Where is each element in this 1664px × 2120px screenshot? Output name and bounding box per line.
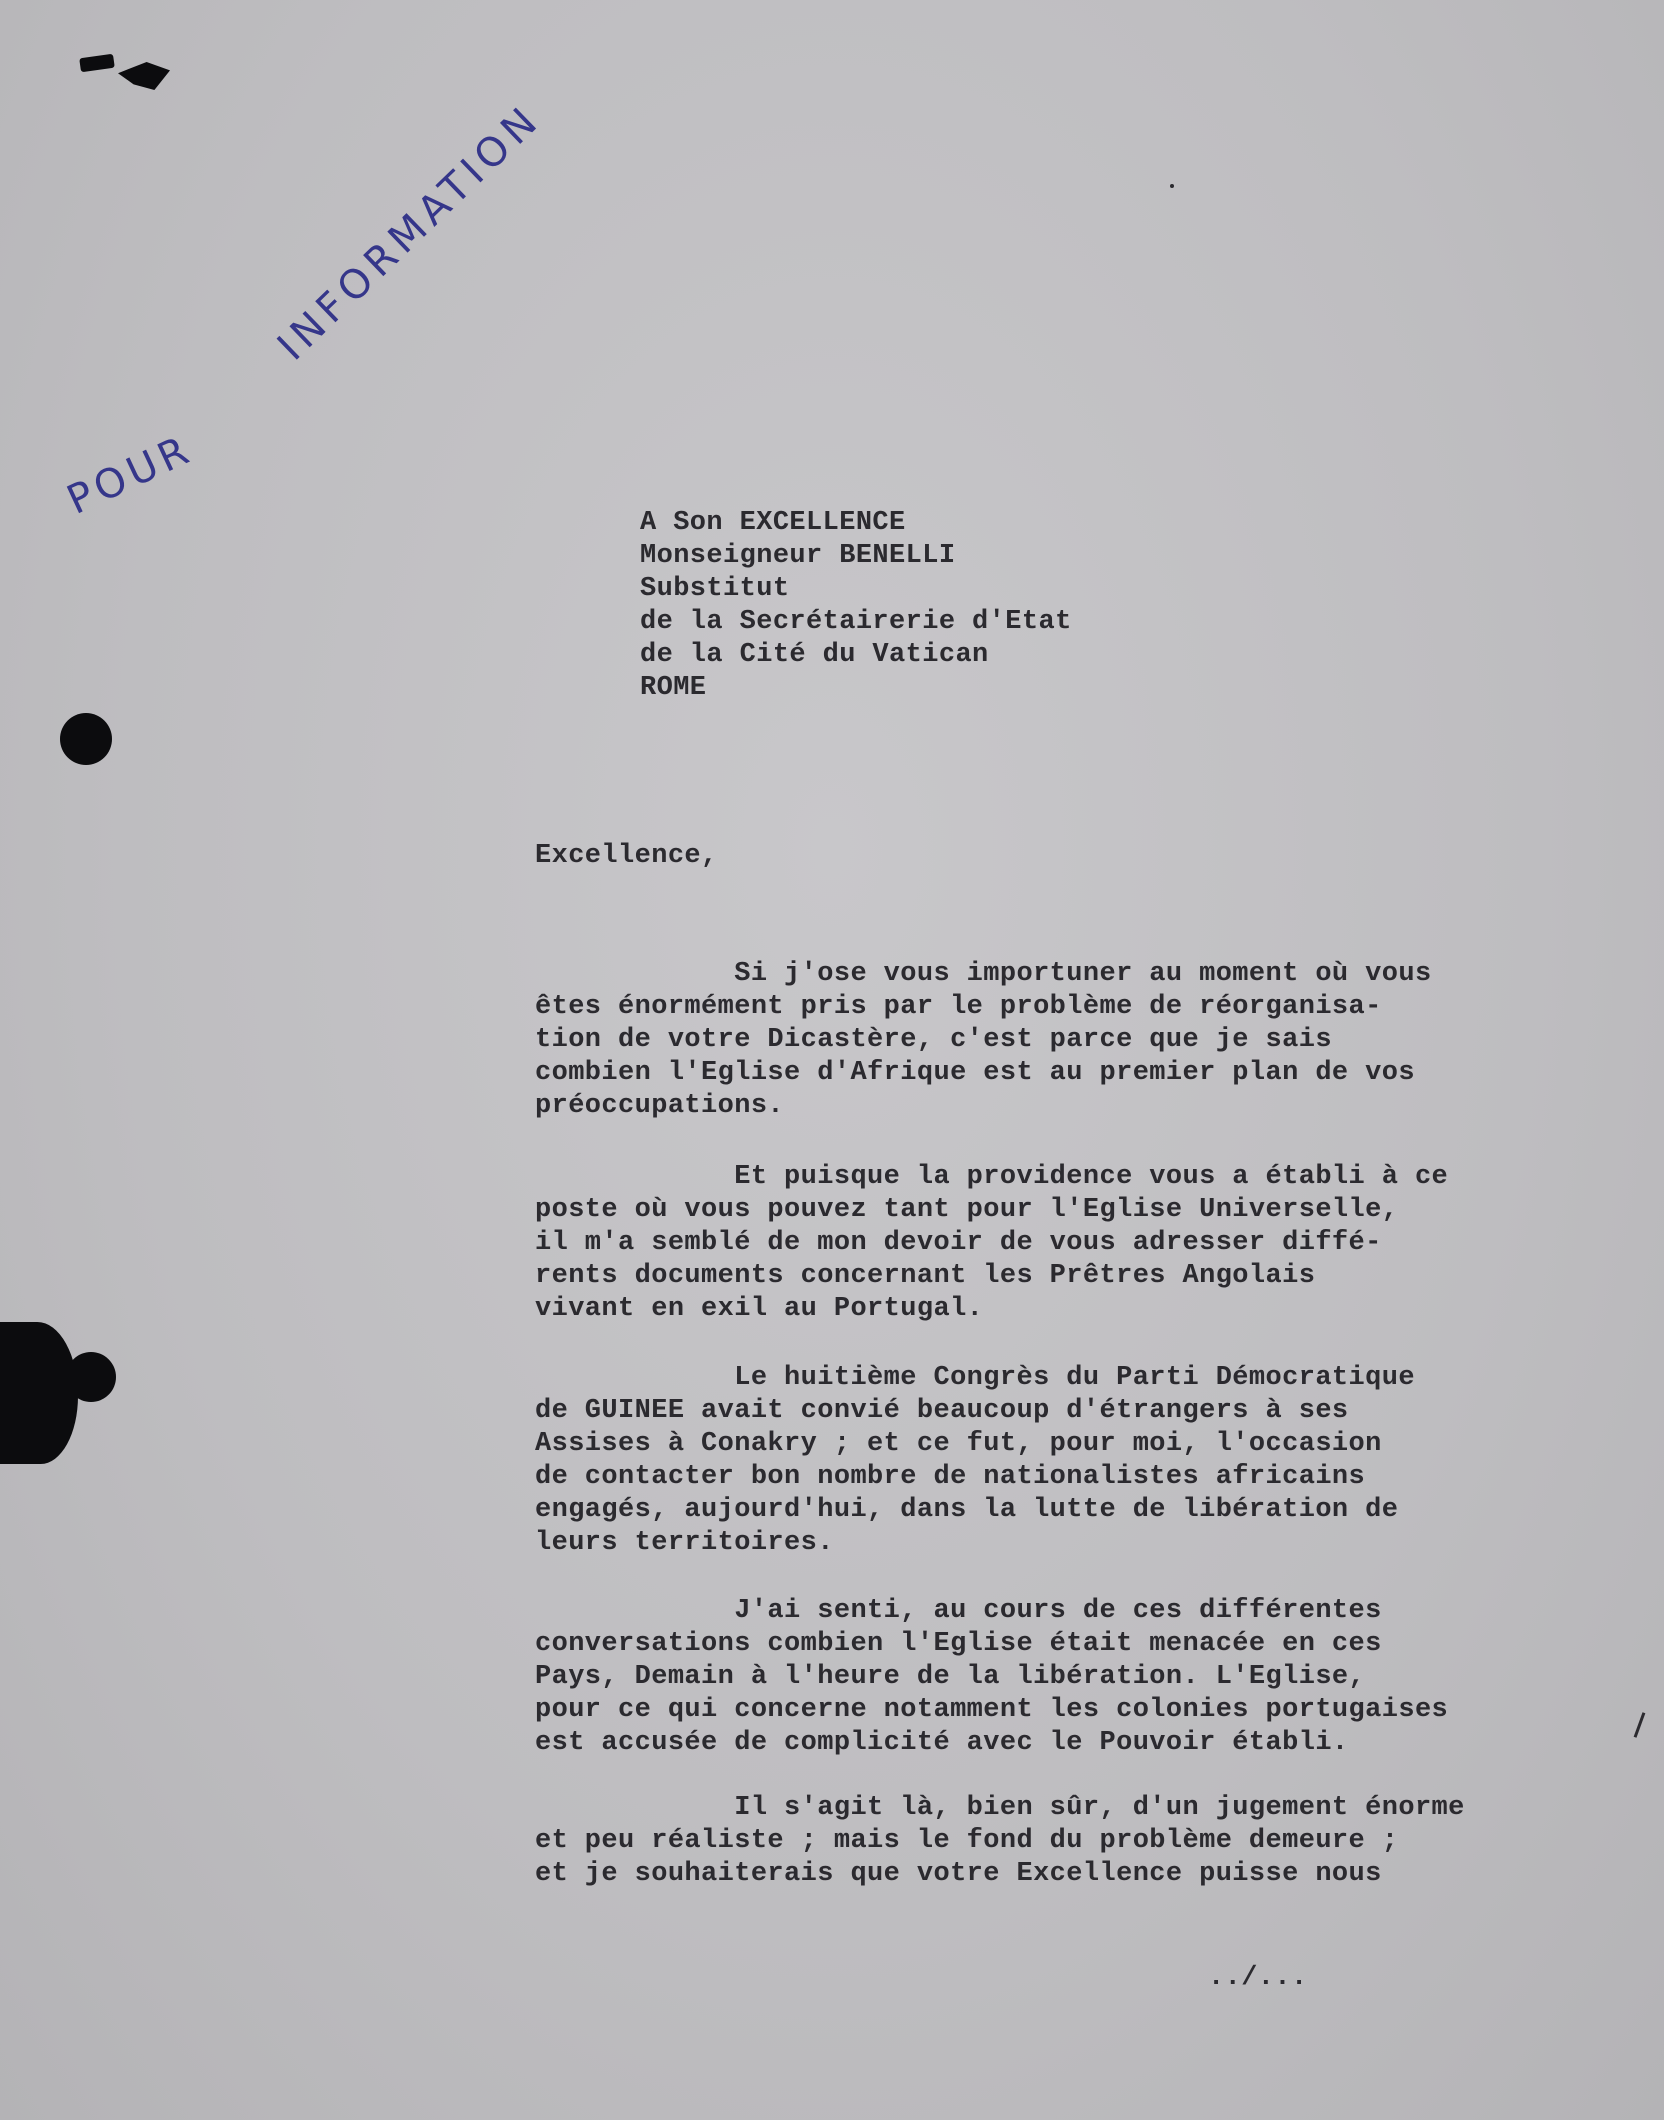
handwritten-note-information: INFORMATION [269, 95, 551, 370]
body-line: combien l'Eglise d'Afrique est au premier plan de vos [535, 1058, 1415, 1088]
body-line: de contacter bon nombre de nationalistes africains [535, 1462, 1366, 1492]
body-line: engagés, aujourd'hui, dans la lutte de libération de [535, 1495, 1399, 1525]
torn-corner-mark [79, 54, 115, 73]
body-line: tion de votre Dicastère, c'est parce que je sais [535, 1025, 1332, 1055]
body-line: leurs territoires. [535, 1528, 834, 1558]
body-line: J'ai senti, au cours de ces différentes [535, 1596, 1382, 1626]
body-line: il m'a semblé de mon devoir de vous adresser diffé- [535, 1228, 1382, 1258]
body-line: et je souhaiterais que votre Excellence puisse nous [535, 1859, 1382, 1889]
body-line: pour ce qui concerne notamment les colonies portugaises [535, 1695, 1449, 1725]
body-line: vivant en exil au Portugal. [535, 1294, 984, 1324]
body-line: poste où vous pouvez tant pour l'Eglise Universelle, [535, 1195, 1399, 1225]
speck-mark [1170, 184, 1174, 188]
ink-blot-mark [0, 1322, 78, 1464]
address-line: de la Secrétairerie d'Etat [640, 607, 1072, 637]
body-line: Il s'agit là, bien sûr, d'un jugement énorme [535, 1793, 1465, 1823]
body-line: conversations combien l'Eglise était menacée en ces [535, 1629, 1382, 1659]
address-line: Monseigneur BENELLI [640, 541, 956, 571]
address-line: Substitut [640, 574, 790, 604]
body-line: et peu réaliste ; mais le fond du problème demeure ; [535, 1826, 1399, 1856]
body-line: est accusée de complicité avec le Pouvoir établi. [535, 1728, 1349, 1758]
torn-corner-mark [118, 62, 170, 90]
body-line: de GUINEE avait convié beaucoup d'étrangers à ses [535, 1396, 1349, 1426]
address-line: ROME [640, 673, 707, 703]
punch-hole [60, 713, 112, 765]
body-line: Et puisque la providence vous a établi à ce [535, 1162, 1449, 1192]
address-line: A Son EXCELLENCE [640, 508, 906, 538]
salutation: Excellence, [535, 841, 718, 871]
body-line: Assises à Conakry ; et ce fut, pour moi, l'occasion [535, 1429, 1382, 1459]
body-line: Pays, Demain à l'heure de la libération. L'Eglise, [535, 1662, 1366, 1692]
body-line: rents documents concernant les Prêtres Angolais [535, 1261, 1316, 1291]
body-line: préoccupations. [535, 1091, 785, 1121]
margin-tick-mark [1634, 1712, 1646, 1737]
handwritten-note-pour: POUR [60, 426, 200, 524]
address-line: de la Cité du Vatican [640, 640, 989, 670]
body-line: êtes énormément pris par le problème de réorganisa- [535, 992, 1382, 1022]
body-line: Le huitième Congrès du Parti Démocratique [535, 1363, 1415, 1393]
body-line: Si j'ose vous importuner au moment où vous [535, 959, 1432, 989]
continuation-mark: ../... [1208, 1963, 1308, 1993]
